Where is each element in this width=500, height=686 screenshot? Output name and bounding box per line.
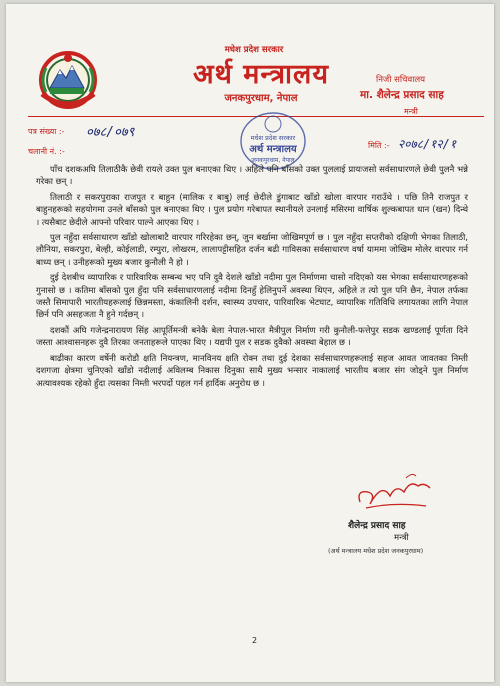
secretary-title: मन्त्री — [404, 107, 418, 116]
ministry-subtitle: मधेश प्रदेश सरकार — [224, 45, 284, 55]
body-paragraph: बाढीका कारण वर्षेनी करोडौ क्षति नियन्त्रण, मानविनय क्षति रोक्न तथा दुई देशका सर्वसाधारणहरूलाई सहज आवत जावतका निम्ती दशगजा क्षेत्रमा चुनिएको खाँडो नदीलाई अविलम्ब निकास दिनुका साथै मुख्य भन्सार नाकालाई भारतीय बजार संग जोड्ने पुल निर्माण अत्यावश्यक रहेको हुँदा त्यसका निम्ती भरपर्दो पहल गर्न हार्दिक अनुरोध छ । — [36, 353, 468, 389]
signatory-title: मन्त्री — [394, 533, 409, 543]
ministry-title: अर्थ मन्त्रालय — [192, 59, 330, 90]
signatory-name: शैलेन्द्र प्रसाद साह — [348, 521, 406, 531]
body-paragraph: दशकौं अघि गजेन्द्रनारायण सिंह आपूर्तिमन्त्री बनेकै बेला नेपाल-भारत मैत्रीपुल निर्माण गरी कुनौली-फत्तेपुर सडक खण्डलाई पूर्णता दिने जस्ता आश्वासनहरू दुवै तिरका जनताहरूले पाएका थिए । यद्यपी पुल र सडक दुवैको अवस्था बेहाल छ । — [36, 325, 468, 349]
signature-mark — [346, 462, 436, 518]
dispatch-number-label: चलानी नं. :- — [28, 147, 65, 156]
letter-number-value: ०७८/०७९ — [86, 125, 135, 140]
body-paragraph: पाँच दशकअघि तिलाठीकै छेवी रायले उक्त पुल बनाएका थिए । अहिले पनि बाँसको उक्त पुललाई प्रायःजसो सर्वसाधारणले छेवी पुलनै भन्ने गरेका छन् । — [36, 165, 468, 188]
body-paragraph: तिलाठी र सकरपुराका राजपुत र बाहुन (मालिक र बाबु) लाई छेदीले डुंगाबाट खाँडो खोला वारपार गराउँथे । पछि तिनै राजपुत र बाहुनहरूको सहयोगमा उनले बाँसको पुल बनाएका थिए । पुल प्रयोग गरेबापत स्थानीयले उनलाई मसिरमा वार्षिक शुल्कबापत धान (खन) दिन्थे । त्यसैबाट छेदीले आफ्नो परिवार पाल्ने आएका थिए । — [36, 192, 468, 228]
page-number: 2 — [252, 636, 258, 645]
letter-page — [6, 4, 494, 682]
body-paragraph: पुल नहुँदा सर्वसाधारण खाँडो खोलाबाटै वारपार गरिरहेका छन्, जुन बर्खामा जोखिमपूर्ण छ । पुल नहुँदा सप्तरीको दक्षिणी भेगका तिलाठी, लौनिया, सकरपुरा, बेल्ही, कोईलाडी, रम्पुरा, लोखरम, लालापट्टीसहित दर्जन बढी गाविसका सर्वसाधारण वर्षा याममा जोखिम मोलेर वारपार गर्न बाध्य छन् । उनीहरूको मुख्य बजार कुनौली नै हो । — [36, 233, 468, 268]
date-label: मिति :- — [368, 141, 390, 150]
body-paragraph: दुई देशबीच व्यापारिक र पारिवारिक सम्बन्ध भए पनि दुवै देशले खाँडो नदीमा पुल निर्माणमा चासो नदिएको यस भेगका सर्वसाधारणहरूको गुनासो छ । कतिमा बाँसको पुल हुँदा पनि सर्वसाधारणलाई नदीमा दिनहुँ हेलिनुपर्ने अवस्था थिएन, अहिले त त्यो पुल पनि छैन, नेपाल तर्फका जस्तै सिमापारी भारतीयहरूलाई छिन्नमस्ता, कंकालिनी दर्शन, स्वास्थ्य उपचार, पारिवारिक भेटघाट, व्यापारिक गतिविधि लगायतका लागि नेपाल छिर्न पनि असहजता नै हुने गर्दछन् । — [36, 273, 468, 321]
stamp-line-2: अर्थ मन्त्रालय — [249, 144, 297, 155]
secretary-name: मा. शैलेन्द्र प्रसाद साह — [360, 89, 444, 101]
stamp-line-1: मधेश प्रदेश सरकार — [250, 134, 296, 142]
letter-number-label: पत्र संख्या :- — [28, 127, 65, 136]
stamp-line-3: जनकपुरधाम, नेपाल — [251, 157, 295, 164]
secretariat-label: निजी सचिवालय — [376, 75, 426, 85]
date-value: २०७८/१२/१ — [398, 137, 457, 151]
signatory-office: (अर्थ मन्त्रालय मधेश प्रदेश जनकपुरधाम) — [328, 547, 424, 555]
letter-body — [36, 164, 468, 393]
nepal-emblem-icon — [36, 48, 100, 110]
ministry-place: जनकपुरधाम, नेपाल — [224, 93, 298, 104]
